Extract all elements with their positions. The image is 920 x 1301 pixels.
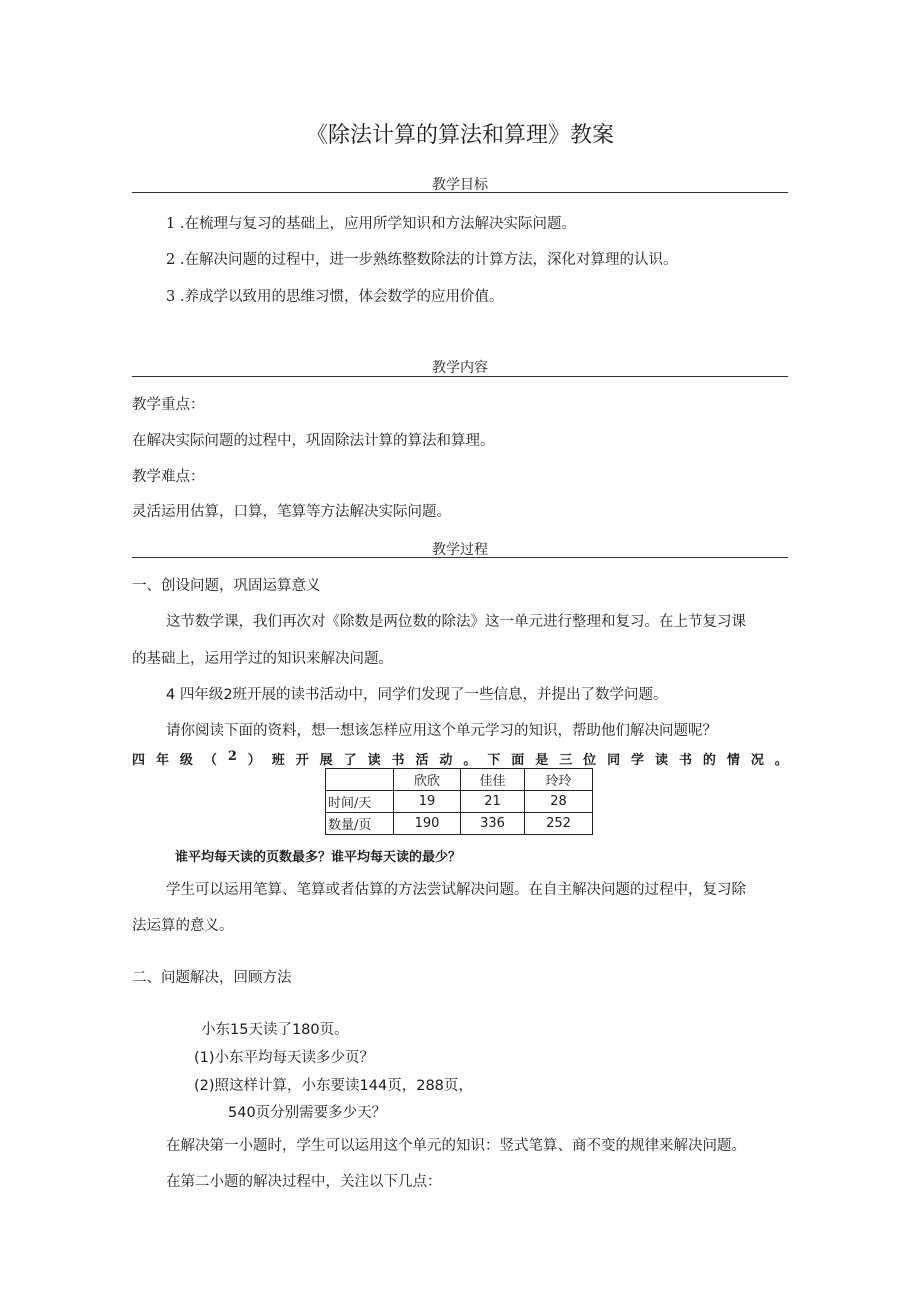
section-divider [132,192,788,193]
char: 三 [559,753,573,768]
char: （ [203,753,217,768]
char: 开 [295,753,309,768]
key-point-label: 教学重点： [132,397,205,413]
table-question: 谁平均每天读的页数最多？谁平均每天读的最少？ [175,850,462,865]
char: 四 [132,753,146,768]
table-cell: 数量/页 [326,813,394,835]
table-cell: 21 [461,791,525,813]
paragraph: 这节数学课，我们再次对《除数是两位数的除法》这一单元进行整理和复习。在上节复习课 [166,614,746,630]
char: 活 [415,753,429,768]
goal-item: 2 .在解决问题的过程中，进一步熟练整数除法的计算方法，深化对算理的认识。 [166,252,678,268]
char: 面 [511,753,525,768]
table-header-row [326,769,593,791]
paragraph: 法运算的意义。 [132,918,234,934]
char: 的 [702,753,716,768]
char: 级 [179,753,193,768]
section-divider [132,376,788,377]
goal-item: 1 .在梳理与复习的基础上，应用所学知识和方法解决实际问题。 [166,216,576,232]
char: 书 [678,753,692,768]
table-cell: 190 [394,813,461,835]
char: 同 [607,753,621,768]
table-cell: 19 [394,791,461,813]
problem-statement: 小东15天读了180页。 [201,1022,349,1038]
char: 况 [750,753,764,768]
spaced-intro-line [132,749,788,768]
table-header-cell: 欣欣 [394,769,461,791]
char: 情 [726,753,740,768]
page-title: 《除法计算的算法和算理》教案 [305,123,614,148]
char: 了 [343,753,357,768]
char: 是 [535,753,549,768]
char: 下 [487,753,501,768]
reading-table [325,768,593,835]
char: 。 [463,753,477,768]
table-cell: 252 [525,813,593,835]
table-row [326,791,593,813]
sub-question-cont: 540页分别需要多少天？ [228,1105,387,1121]
sub-question: (2)照这样计算，小东要读144页，288页， [194,1078,473,1094]
part1-heading: 一、创设问题，巩固运算意义 [132,578,321,594]
paragraph: 请你阅读下面的资料，想一想该怎样应用这个单元学习的知识，帮助他们解决问题呢？ [166,723,717,739]
difficulty-text: 灵活运用估算，口算，笔算等方法解决实际问题。 [132,504,451,520]
paragraph: 在第二小题的解决过程中，关注以下几点： [166,1174,442,1190]
difficulty-label: 教学难点： [132,469,205,485]
char: 动 [439,753,453,768]
char: 读 [367,753,381,768]
char: 年 [155,753,169,768]
paragraph: 学生可以运用笔算、笔算或者估算的方法尝试解决问题。在自主解决问题的过程中，复习除 [166,882,746,898]
table-header-cell: 玲玲 [525,769,593,791]
char: 读 [655,753,669,768]
table-cell: 28 [525,791,593,813]
goal-item: 3 .养成学以致用的思维习惯，体会数学的应用价值。 [166,289,504,305]
table-row [326,813,593,835]
part2-heading: 二、问题解决，回顾方法 [132,970,292,986]
table-cell: 时间/天 [326,791,394,813]
char: 位 [583,753,597,768]
table-cell: 336 [461,813,525,835]
section-heading-goals: 教学目标 [432,177,488,193]
table-header-cell [326,769,394,791]
char: 2 [227,749,237,764]
char: 班 [271,753,285,768]
sub-question: (1)小东平均每天读多少页？ [194,1050,375,1066]
key-point-text: 在解决实际问题的过程中，巩固除法计算的算法和算理。 [132,433,495,449]
paragraph: 4 四年级2班开展的读书活动中，同学们发现了一些信息，并提出了数学问题。 [166,687,668,703]
paragraph: 在解决第一小题时，学生可以运用这个单元的知识：竖式笔算、商不变的规律来解决问题。 [166,1138,746,1154]
char: 。 [774,753,788,768]
char: 展 [319,753,333,768]
char: ） [247,753,261,768]
table-header-cell: 佳佳 [461,769,525,791]
section-divider [132,557,788,558]
section-heading-content: 教学内容 [432,360,488,376]
section-heading-process: 教学过程 [432,542,488,558]
paragraph: 的基础上，运用学过的知识来解决问题。 [132,651,393,667]
char: 书 [391,753,405,768]
char: 学 [631,753,645,768]
